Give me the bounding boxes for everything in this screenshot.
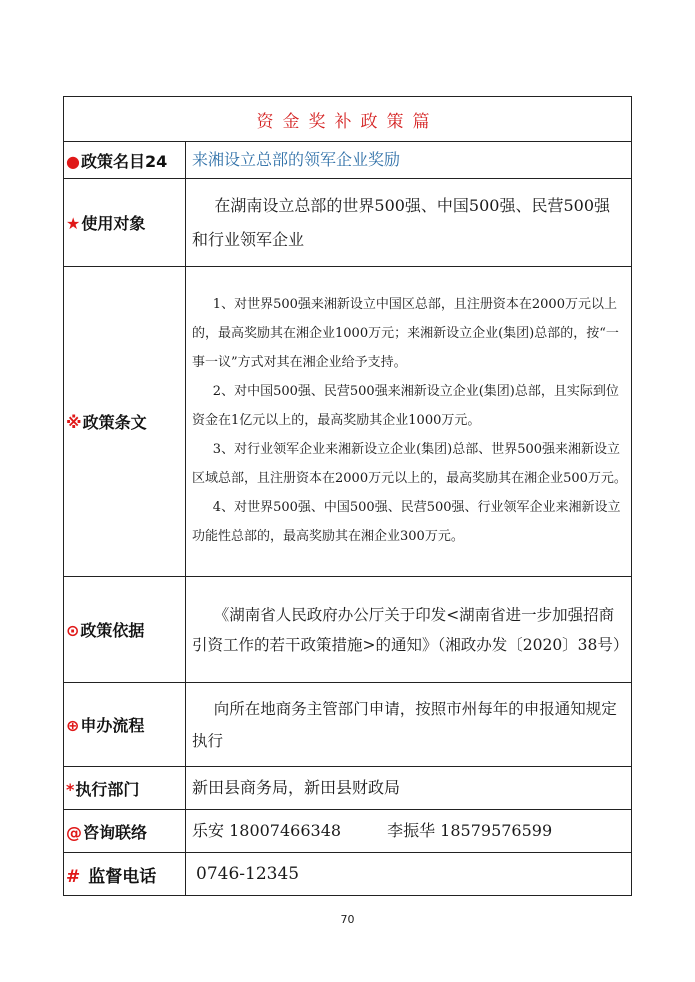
reference-mark-icon: ※ (66, 413, 82, 432)
term-item-4: 4、对世界500强、中国500强、民营500强、行业领军企业来湘新设立功能性总部的，最高奖励其在湘企业300万元。 (192, 500, 621, 544)
basis-value: 《湖南省人民政府办公厅关于印发<湖南省进一步加强招商引资工作的若干政策措施>的通知》（湘政办发〔2020〕38号） (186, 577, 632, 683)
terms-value (186, 267, 632, 577)
supervise-label-cell (64, 853, 186, 896)
row-basis (64, 577, 632, 683)
asterisk-icon: * (66, 779, 75, 799)
target-label: 使用对象 (81, 214, 146, 233)
contact-person-2: 李振华 18579576599 (387, 821, 553, 840)
circled-dot-icon: ⊙ (66, 621, 80, 640)
flow-label: 申办流程 (80, 716, 145, 735)
hash-icon: # (66, 866, 81, 887)
term-item-1: 1、对世界500强来湘新设立中国区总部，且注册资本在2000万元以上的，最高奖励其在湘企业1000万元；来湘新设立企业(集团)总部的，按“一事一议”方式对其在湘企业给予支持。 (192, 297, 619, 370)
terms-label-cell (64, 267, 186, 577)
target-label-cell (64, 179, 186, 267)
policy-name-label-cell (64, 142, 186, 179)
policy-name-label: 政策名目24 (80, 151, 168, 171)
flow-label-cell (64, 683, 186, 767)
bullet-dot-icon: ● (66, 151, 80, 171)
contact-label-cell (64, 810, 186, 853)
policy-table (63, 96, 632, 896)
dept-label: 执行部门 (75, 779, 140, 799)
supervise-label: 监督电话 (88, 866, 157, 887)
page-number: 70 (340, 913, 355, 926)
basis-label: 政策依据 (80, 621, 145, 640)
row-target (64, 179, 632, 267)
row-terms (64, 267, 632, 577)
term-item-3: 3、对行业领军企业来湘新设立企业(集团)总部、世界500强来湘新设立区域总部，且注册资本在2000万元以上的，最高奖励其在湘企业500万元。 (192, 442, 627, 486)
row-policy-name (64, 142, 632, 179)
contact-value (186, 810, 632, 853)
dept-value: 新田县商务局，新田县财政局 (186, 767, 632, 810)
supervise-value: 0746-12345 (186, 853, 632, 896)
circled-plus-icon: ⊕ (66, 716, 80, 735)
at-sign-icon: @ (66, 822, 82, 842)
star-icon: ★ (66, 214, 81, 233)
row-contact (64, 810, 632, 853)
contact-person-1: 乐安 18007466348 (192, 821, 342, 840)
policy-sheet (63, 96, 631, 896)
terms-label: 政策条文 (82, 413, 147, 432)
row-flow (64, 683, 632, 767)
target-value: 在湖南设立总部的世界500强、中国500强、民营500强和行业领军企业 (186, 179, 632, 267)
term-item-2: 2、对中国500强、民营500强来湘新设立企业(集团)总部，且实际到位资金在1亿元以上的，最高奖励其企业1000万元。 (192, 384, 619, 428)
basis-label-cell (64, 577, 186, 683)
contact-label: 咨询联络 (83, 822, 148, 842)
row-supervise (64, 853, 632, 896)
row-dept (64, 767, 632, 810)
policy-name-value: 来湘设立总部的领军企业奖励 (186, 142, 632, 179)
flow-value: 向所在地商务主管部门申请，按照市州每年的申报通知规定执行 (186, 683, 632, 767)
sheet-title: 资金奖补政策篇 (64, 97, 632, 142)
dept-label-cell (64, 767, 186, 810)
